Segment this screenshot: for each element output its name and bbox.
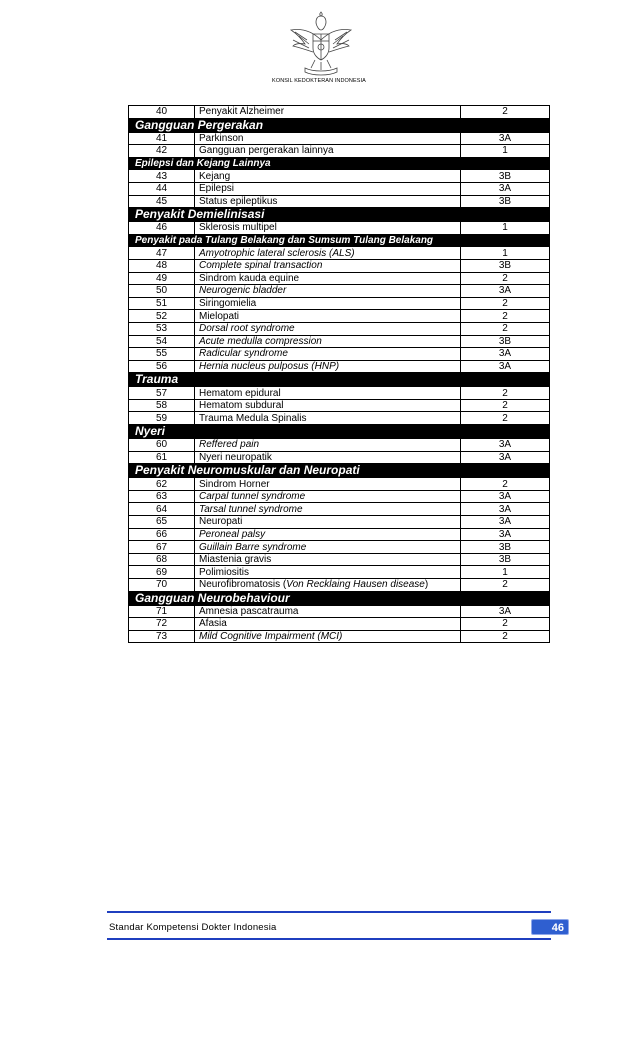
footer-bottom-rule: [107, 938, 551, 940]
section-header-row: [129, 208, 550, 222]
disease-name: Miastenia gravis: [195, 553, 461, 566]
table-row: [129, 387, 550, 400]
disease-name: Mielopati: [195, 310, 461, 323]
competency-level: 2: [461, 618, 550, 631]
row-number: 43: [129, 170, 195, 183]
disease-name: Sklerosis multipel: [195, 222, 461, 235]
table-row: [129, 503, 550, 516]
row-number: 55: [129, 348, 195, 361]
competency-level: 3B: [461, 170, 550, 183]
competency-level: 3B: [461, 335, 550, 348]
table-row: [129, 478, 550, 491]
table-row: [129, 247, 550, 260]
disease-name: Status epileptikus: [195, 195, 461, 208]
competency-level: 3A: [461, 490, 550, 503]
table-row: [129, 528, 550, 541]
disease-name: [195, 579, 461, 592]
disease-name: Parkinson: [195, 132, 461, 145]
section-title: Trauma: [129, 373, 550, 387]
table-row: [129, 412, 550, 425]
row-number: 69: [129, 566, 195, 579]
disease-name: Nyeri neuropatik: [195, 451, 461, 464]
garuda-emblem-icon: [285, 10, 357, 76]
table-row: [129, 285, 550, 298]
row-number: 59: [129, 412, 195, 425]
row-number: 41: [129, 132, 195, 145]
competency-level: 3A: [461, 348, 550, 361]
row-number: 58: [129, 399, 195, 412]
table-row: [129, 630, 550, 643]
disease-name: Complete spinal transaction: [195, 259, 461, 272]
disease-name: Radicular syndrome: [195, 348, 461, 361]
disease-name-prefix: Neurofibromatosis (: [199, 579, 287, 591]
table-row: [129, 553, 550, 566]
disease-name: Sindrom Horner: [195, 478, 461, 491]
section-header-row: [129, 591, 550, 605]
competency-level: 3A: [461, 439, 550, 452]
page-number-badge: 46: [531, 919, 569, 935]
row-number: 45: [129, 195, 195, 208]
table-row: [129, 399, 550, 412]
row-number: 50: [129, 285, 195, 298]
table-row: [129, 132, 550, 145]
disease-name: Hematom subdural: [195, 399, 461, 412]
disease-name: Neurogenic bladder: [195, 285, 461, 298]
row-number: 66: [129, 528, 195, 541]
disease-name: Peroneal palsy: [195, 528, 461, 541]
competency-level: 1: [461, 566, 550, 579]
competency-level: 2: [461, 322, 550, 335]
table-row: [129, 335, 550, 348]
table-row: [129, 106, 550, 119]
section-title: Gangguan Neurobehaviour: [129, 591, 550, 605]
row-number: 73: [129, 630, 195, 643]
disease-name: Reffered pain: [195, 439, 461, 452]
table-row: [129, 566, 550, 579]
competency-level: 2: [461, 630, 550, 643]
table-row: [129, 222, 550, 235]
disease-name: Epilepsi: [195, 182, 461, 195]
row-number: 47: [129, 247, 195, 260]
row-number: 56: [129, 360, 195, 373]
competency-level: 1: [461, 145, 550, 158]
competency-level: 3B: [461, 541, 550, 554]
section-header-row: [129, 464, 550, 478]
disease-name-suffix: ): [424, 579, 429, 591]
table-row: [129, 170, 550, 183]
competency-level: 1: [461, 222, 550, 235]
disease-name: Hematom epidural: [195, 387, 461, 400]
table-row: [129, 272, 550, 285]
row-number: 72: [129, 618, 195, 631]
competency-level: 2: [461, 399, 550, 412]
row-number: 61: [129, 451, 195, 464]
row-number: 42: [129, 145, 195, 158]
table-row: [129, 348, 550, 361]
disease-name-italic: Von Recklaing Hausen disease: [286, 579, 425, 591]
competency-table: [128, 105, 549, 643]
row-number: 62: [129, 478, 195, 491]
disease-name: Kejang: [195, 170, 461, 183]
table-row: [129, 579, 550, 592]
page-header: [0, 0, 638, 96]
disease-name: Mild Cognitive Impairment (MCI): [195, 630, 461, 643]
section-header-row: [129, 118, 550, 132]
table-row: [129, 145, 550, 158]
table-row: [129, 516, 550, 529]
table-row: [129, 322, 550, 335]
table-row: [129, 360, 550, 373]
row-number: 49: [129, 272, 195, 285]
competency-level: 2: [461, 272, 550, 285]
competency-level: 3A: [461, 360, 550, 373]
section-header-row: [129, 425, 550, 439]
disease-list-table: [128, 105, 550, 643]
competency-level: 3A: [461, 451, 550, 464]
row-number: 40: [129, 106, 195, 119]
section-title: Epilepsi dan Kejang Lainnya: [129, 157, 550, 170]
table-row: [129, 541, 550, 554]
disease-name: Gangguan pergerakan lainnya: [195, 145, 461, 158]
competency-level: 3A: [461, 182, 550, 195]
table-row: [129, 490, 550, 503]
table-row: [129, 259, 550, 272]
section-title: Penyakit Neuromuskular dan Neuropati: [129, 464, 550, 478]
disease-name: Trauma Medula Spinalis: [195, 412, 461, 425]
table-row: [129, 182, 550, 195]
row-number: 64: [129, 503, 195, 516]
row-number: 71: [129, 605, 195, 618]
disease-name: Siringomielia: [195, 297, 461, 310]
competency-level: 3B: [461, 259, 550, 272]
competency-level: 3B: [461, 553, 550, 566]
competency-level: 2: [461, 106, 550, 119]
row-number: 48: [129, 259, 195, 272]
row-number: 57: [129, 387, 195, 400]
disease-name: Polimiositis: [195, 566, 461, 579]
disease-name: Dorsal root syndrome: [195, 322, 461, 335]
section-header-row: [129, 234, 550, 247]
competency-level: 1: [461, 247, 550, 260]
section-title: Penyakit pada Tulang Belakang dan Sumsum Tulang Belakang: [129, 234, 550, 247]
row-number: 44: [129, 182, 195, 195]
row-number: 60: [129, 439, 195, 452]
section-header-row: [129, 373, 550, 387]
row-number: 63: [129, 490, 195, 503]
competency-level: 3A: [461, 132, 550, 145]
table-body: [129, 106, 550, 643]
competency-level: 3A: [461, 528, 550, 541]
competency-level: 2: [461, 310, 550, 323]
section-title: Nyeri: [129, 425, 550, 439]
table-row: [129, 605, 550, 618]
competency-level: 3A: [461, 503, 550, 516]
section-title: Gangguan Pergerakan: [129, 118, 550, 132]
competency-level: 2: [461, 579, 550, 592]
competency-level: 3A: [461, 516, 550, 529]
table-row: [129, 310, 550, 323]
section-header-row: [129, 157, 550, 170]
row-number: 70: [129, 579, 195, 592]
table-row: [129, 195, 550, 208]
competency-level: 3B: [461, 195, 550, 208]
disease-name: Guillain Barre syndrome: [195, 541, 461, 554]
footer-top-rule: [107, 911, 551, 913]
table-row: [129, 297, 550, 310]
row-number: 68: [129, 553, 195, 566]
footer-title: Standar Kompetensi Dokter Indonesia: [109, 922, 277, 933]
competency-level: 2: [461, 412, 550, 425]
section-title: Penyakit Demielinisasi: [129, 208, 550, 222]
disease-name: Acute medulla compression: [195, 335, 461, 348]
row-number: 53: [129, 322, 195, 335]
row-number: 51: [129, 297, 195, 310]
disease-name: Hernia nucleus pulposus (HNP): [195, 360, 461, 373]
disease-name: Amyotrophic lateral sclerosis (ALS): [195, 247, 461, 260]
competency-level: 2: [461, 387, 550, 400]
competency-level: 2: [461, 297, 550, 310]
table-row: [129, 439, 550, 452]
disease-name: Afasia: [195, 618, 461, 631]
row-number: 54: [129, 335, 195, 348]
row-number: 46: [129, 222, 195, 235]
row-number: 67: [129, 541, 195, 554]
row-number: 65: [129, 516, 195, 529]
competency-level: 3A: [461, 285, 550, 298]
disease-name: Penyakit Alzheimer: [195, 106, 461, 119]
competency-level: 3A: [461, 605, 550, 618]
disease-name: Sindrom kauda equine: [195, 272, 461, 285]
disease-name: Amnesia pascatrauma: [195, 605, 461, 618]
org-name: KONSIL KEDOKTERAN INDONESIA: [272, 78, 366, 84]
page-footer: [107, 908, 573, 944]
disease-name: Neuropati: [195, 516, 461, 529]
disease-name: Tarsal tunnel syndrome: [195, 503, 461, 516]
competency-level: 2: [461, 478, 550, 491]
table-row: [129, 618, 550, 631]
table-row: [129, 451, 550, 464]
row-number: 52: [129, 310, 195, 323]
disease-name: Carpal tunnel syndrome: [195, 490, 461, 503]
